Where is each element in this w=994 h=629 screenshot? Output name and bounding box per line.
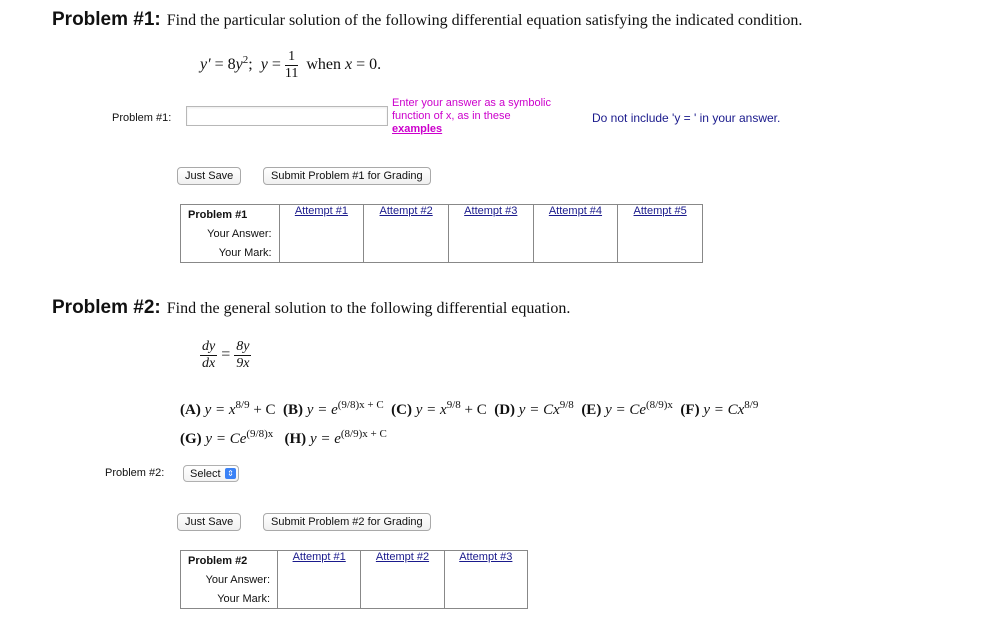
problem-2-answer-select[interactable] <box>183 465 239 482</box>
eq-equals: = <box>214 56 224 74</box>
lhs-den: dx <box>202 356 216 371</box>
p2-attempt-1-col <box>278 551 361 609</box>
choice-d: (D) $y = Cx^{9/8}$ <box>494 399 574 418</box>
attempt-5-link[interactable]: Attempt #5 <box>633 205 687 217</box>
p2-attempt-2-link[interactable]: Attempt #2 <box>375 551 430 563</box>
problem-1-equation <box>200 50 381 81</box>
select-value: Select <box>190 468 221 480</box>
choice-g: (G) $y = Ce^{(9/8)x}$ <box>180 428 274 447</box>
attempt-2-col <box>364 205 449 263</box>
problem-1-submit-button[interactable]: Submit Problem #1 for Grading <box>263 167 431 185</box>
examples-link[interactable]: examples <box>392 123 443 135</box>
problem-1-attempts-table <box>180 204 703 263</box>
cond-fraction <box>285 50 298 81</box>
problem-2-heading: Problem #2: <box>52 297 161 318</box>
lhs-fraction <box>200 340 217 371</box>
rhs-den: 9x <box>236 356 250 371</box>
cond-x: x <box>344 56 353 74</box>
problem-2-equation <box>200 340 251 371</box>
cond-when: when <box>306 56 341 74</box>
cond-frac-den: 11 <box>284 66 299 81</box>
problem-2-title <box>52 297 570 319</box>
attempt-2-link[interactable]: Attempt #2 <box>379 205 433 217</box>
choices-row-1 <box>180 399 758 419</box>
p2-attempt-3-col <box>444 551 527 609</box>
eq-lhs: y′ <box>200 56 211 74</box>
rhs-num: 8y <box>236 339 250 354</box>
eq2-equals: = <box>221 346 231 364</box>
p2-your-mark-label: Your Mark: <box>181 589 278 609</box>
cond-frac-num: 1 <box>285 50 298 66</box>
attempts-header-2: Problem #2 <box>181 551 278 571</box>
choice-b: (B) $y = e^{(9/8)x + C}$ <box>283 399 384 418</box>
problem-2-answer-label: Problem #2: <box>105 467 165 479</box>
problem-1-save-button[interactable]: Just Save <box>177 167 241 185</box>
p2-attempt-2-col <box>361 551 444 609</box>
lhs-num: dy <box>202 339 216 354</box>
hint-line-1: Enter your answer as a symbolic <box>392 97 551 109</box>
problem-1-heading: Problem #1: <box>52 9 161 30</box>
p2-attempt-1-link[interactable]: Attempt #1 <box>292 551 346 563</box>
choice-a: (A) $y = x^{8/9} + C$ <box>180 399 276 418</box>
choice-e: (E) $y = Ce^{(8/9)x}$ <box>581 399 673 418</box>
cond-tail: = 0. <box>356 56 382 74</box>
problem-2-statement: Find the general solution to the following differential equation. <box>166 300 571 317</box>
problem-1-answer-input[interactable] <box>186 106 388 126</box>
eq-sep: ; <box>248 56 253 74</box>
your-answer-label: Your Answer: <box>181 224 280 243</box>
problem-1-title <box>52 9 802 31</box>
your-mark-label: Your Mark: <box>181 243 280 263</box>
choice-h: (H) $y = e^{(8/9)x + C}$ <box>284 428 387 447</box>
attempts-header: Problem #1 <box>181 205 280 225</box>
p2-attempt-3-link[interactable]: Attempt #3 <box>459 551 513 563</box>
attempt-1-col <box>279 205 364 263</box>
problem-1-answer-label: Problem #1: <box>112 112 172 124</box>
attempt-3-link[interactable]: Attempt #3 <box>464 205 518 217</box>
rhs-fraction <box>234 340 251 371</box>
eq-coef: 8 <box>227 56 236 74</box>
problem-2-save-button[interactable]: Just Save <box>177 513 241 531</box>
hint-line-2: function of x, as in these <box>392 110 511 122</box>
attempt-3-col <box>448 205 533 263</box>
problem-2-submit-button[interactable]: Submit Problem #2 for Grading <box>263 513 431 531</box>
attempt-4-col <box>533 205 618 263</box>
attempt-1-link[interactable]: Attempt #1 <box>294 205 349 217</box>
eq-exp: 2 <box>242 53 249 66</box>
cond-equals: = <box>271 56 281 74</box>
eq-var: y <box>235 56 243 74</box>
choices-row-2 <box>180 428 387 448</box>
problem-1-hint <box>392 97 551 136</box>
p2-your-answer-label: Your Answer: <box>181 570 278 589</box>
attempt-5-col <box>618 205 703 263</box>
cond-var: y <box>260 56 268 74</box>
choice-c: (C) $y = x^{9/8} + C$ <box>391 399 487 418</box>
problem-1-statement: Find the particular solution of the following differential equation satisfying the indicated condition. <box>166 12 803 29</box>
problem-1-note: Do not include 'y = ' in your answer. <box>592 111 781 125</box>
select-chevron-icon: ⇕ <box>225 468 236 479</box>
attempt-4-link[interactable]: Attempt #4 <box>548 205 603 217</box>
choice-f: (F) $y = Cx^{8/9}$ <box>680 399 759 418</box>
problem-2-attempts-table <box>180 550 528 609</box>
